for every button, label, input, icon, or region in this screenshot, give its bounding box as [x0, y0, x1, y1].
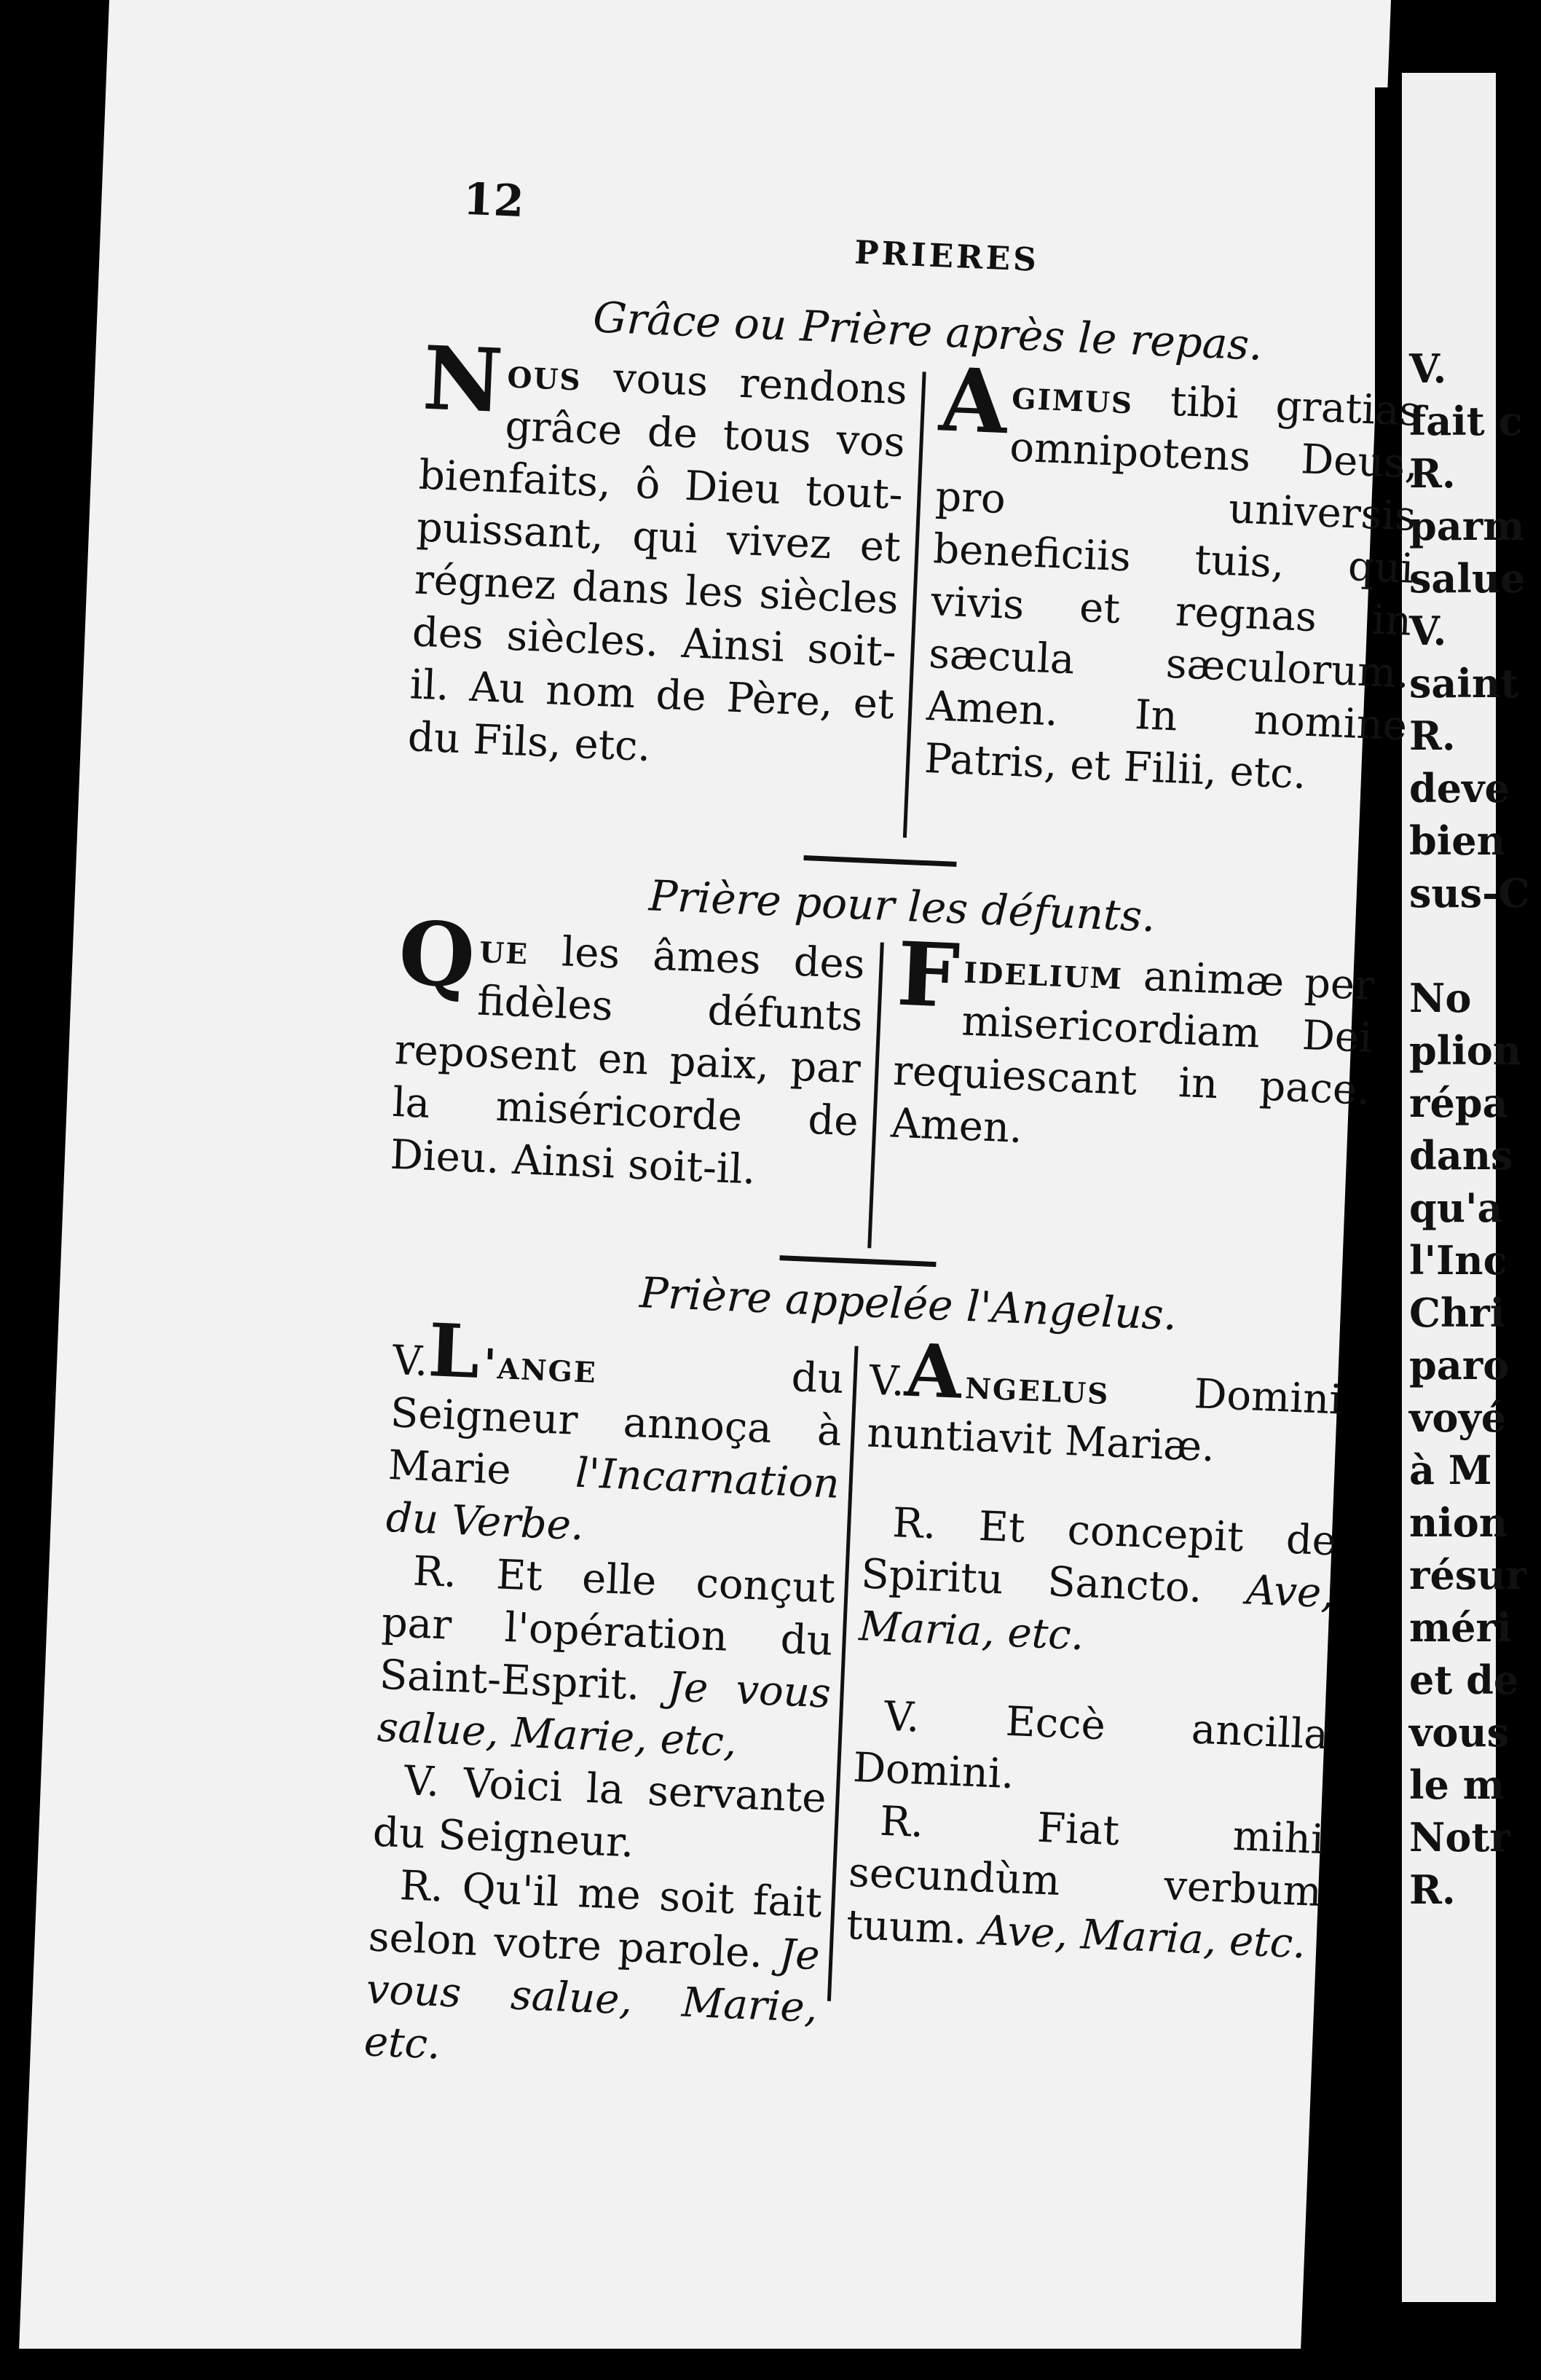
- facing-line: parm: [1409, 503, 1525, 549]
- drop-cap: A: [903, 1327, 963, 1415]
- section-rule: [803, 855, 956, 867]
- drop-cap: F: [895, 922, 962, 1029]
- column-divider: [903, 372, 926, 838]
- facing-line: R.: [1409, 1866, 1456, 1913]
- drop-cap: Q: [396, 901, 478, 1008]
- section-rule: [779, 1255, 936, 1267]
- facing-line: méri: [1409, 1604, 1512, 1651]
- facing-line: voyé: [1409, 1394, 1507, 1441]
- drop-cap: N: [420, 326, 505, 433]
- facing-line: fait c: [1409, 398, 1523, 444]
- grace-french: Nous vous rendons grâce de tous vos bienfaits, ô Dieu tout-puissant, qui vivez et régnez dans les siècles des siècles. Ainsi soit-il. Au nom de Père, et du Fils, etc.: [406, 326, 908, 771]
- facing-line: sus-C: [1409, 870, 1530, 916]
- grace-latin: Agimus tibi gratias omnipotens Deus, pro universis beneficiis tuis, qui vivis et regnas in sæcula sæculorum. Amen. In nomine Patris, et Filii, etc.: [923, 348, 1422, 798]
- facing-line: plion: [1409, 1027, 1522, 1074]
- angelus-latin: V.Angelus Domini nuntiavit Mariæ. R. Et concepit de Spiritu Sancto. Ave, Maria, etc. V. Eccè ancilla Domini. R. Fiat mihi secundùm verbum tuum. Ave, Maria, etc.: [845, 1327, 1344, 1968]
- facing-line: résur: [1409, 1552, 1526, 1598]
- facing-line: R.: [1409, 450, 1456, 497]
- facing-line: deve: [1409, 765, 1510, 812]
- section-title-angelus: Prière appelée l'Angelus.: [638, 1268, 1178, 1340]
- section-title-defunts: Prière pour les défunts.: [647, 871, 1156, 942]
- facing-line: l'Inc: [1409, 1237, 1508, 1284]
- facing-line: dans: [1409, 1132, 1513, 1179]
- facing-line: bien: [1409, 817, 1505, 864]
- facing-line: qu'a: [1409, 1185, 1503, 1231]
- angelus-french: V.L'ange du Seigneur annoça à Marie l'Incarnation du Verbe. R. Et elle conçut par l'opération du Saint-Esprit. Je vous salue, Marie, etc, V. Voici la servante du Seigneur. R. Qu'il me soit fait selon votre parole. Je vous salue, Marie, etc.: [363, 1307, 846, 2069]
- facing-line: répa: [1409, 1080, 1508, 1126]
- drop-cap: L: [426, 1307, 482, 1395]
- facing-line: salue: [1409, 555, 1526, 602]
- facing-line: Notr: [1409, 1814, 1510, 1861]
- facing-line: à M: [1409, 1447, 1492, 1493]
- facing-line: nion: [1409, 1499, 1508, 1546]
- running-title: PRIERES: [854, 234, 1040, 279]
- drop-cap: A: [937, 348, 1010, 455]
- section-title-grace: Grâce ou Prière après le repas.: [591, 292, 1264, 370]
- facing-line: et de: [1409, 1657, 1519, 1703]
- facing-line: No: [1409, 975, 1472, 1021]
- column-divider: [867, 943, 884, 1249]
- defunts-french: Que les âmes des fidèles défunts reposent en paix, par la miséricorde de Dieu. Ainsi soit-il.: [389, 901, 866, 1194]
- defunts-latin: Fidelium animæ per misericordiam Dei requiescant in pace. Amen.: [890, 922, 1376, 1152]
- facing-line: R.: [1409, 712, 1456, 759]
- facing-line: paro: [1409, 1342, 1510, 1389]
- page-number: 12: [462, 173, 525, 228]
- facing-line: V.: [1409, 345, 1447, 392]
- facing-line: Chri: [1409, 1289, 1505, 1336]
- facing-line: V.: [1409, 608, 1447, 654]
- facing-line: vous: [1409, 1709, 1510, 1756]
- facing-line: saint: [1409, 660, 1519, 707]
- facing-line: le m: [1409, 1762, 1505, 1808]
